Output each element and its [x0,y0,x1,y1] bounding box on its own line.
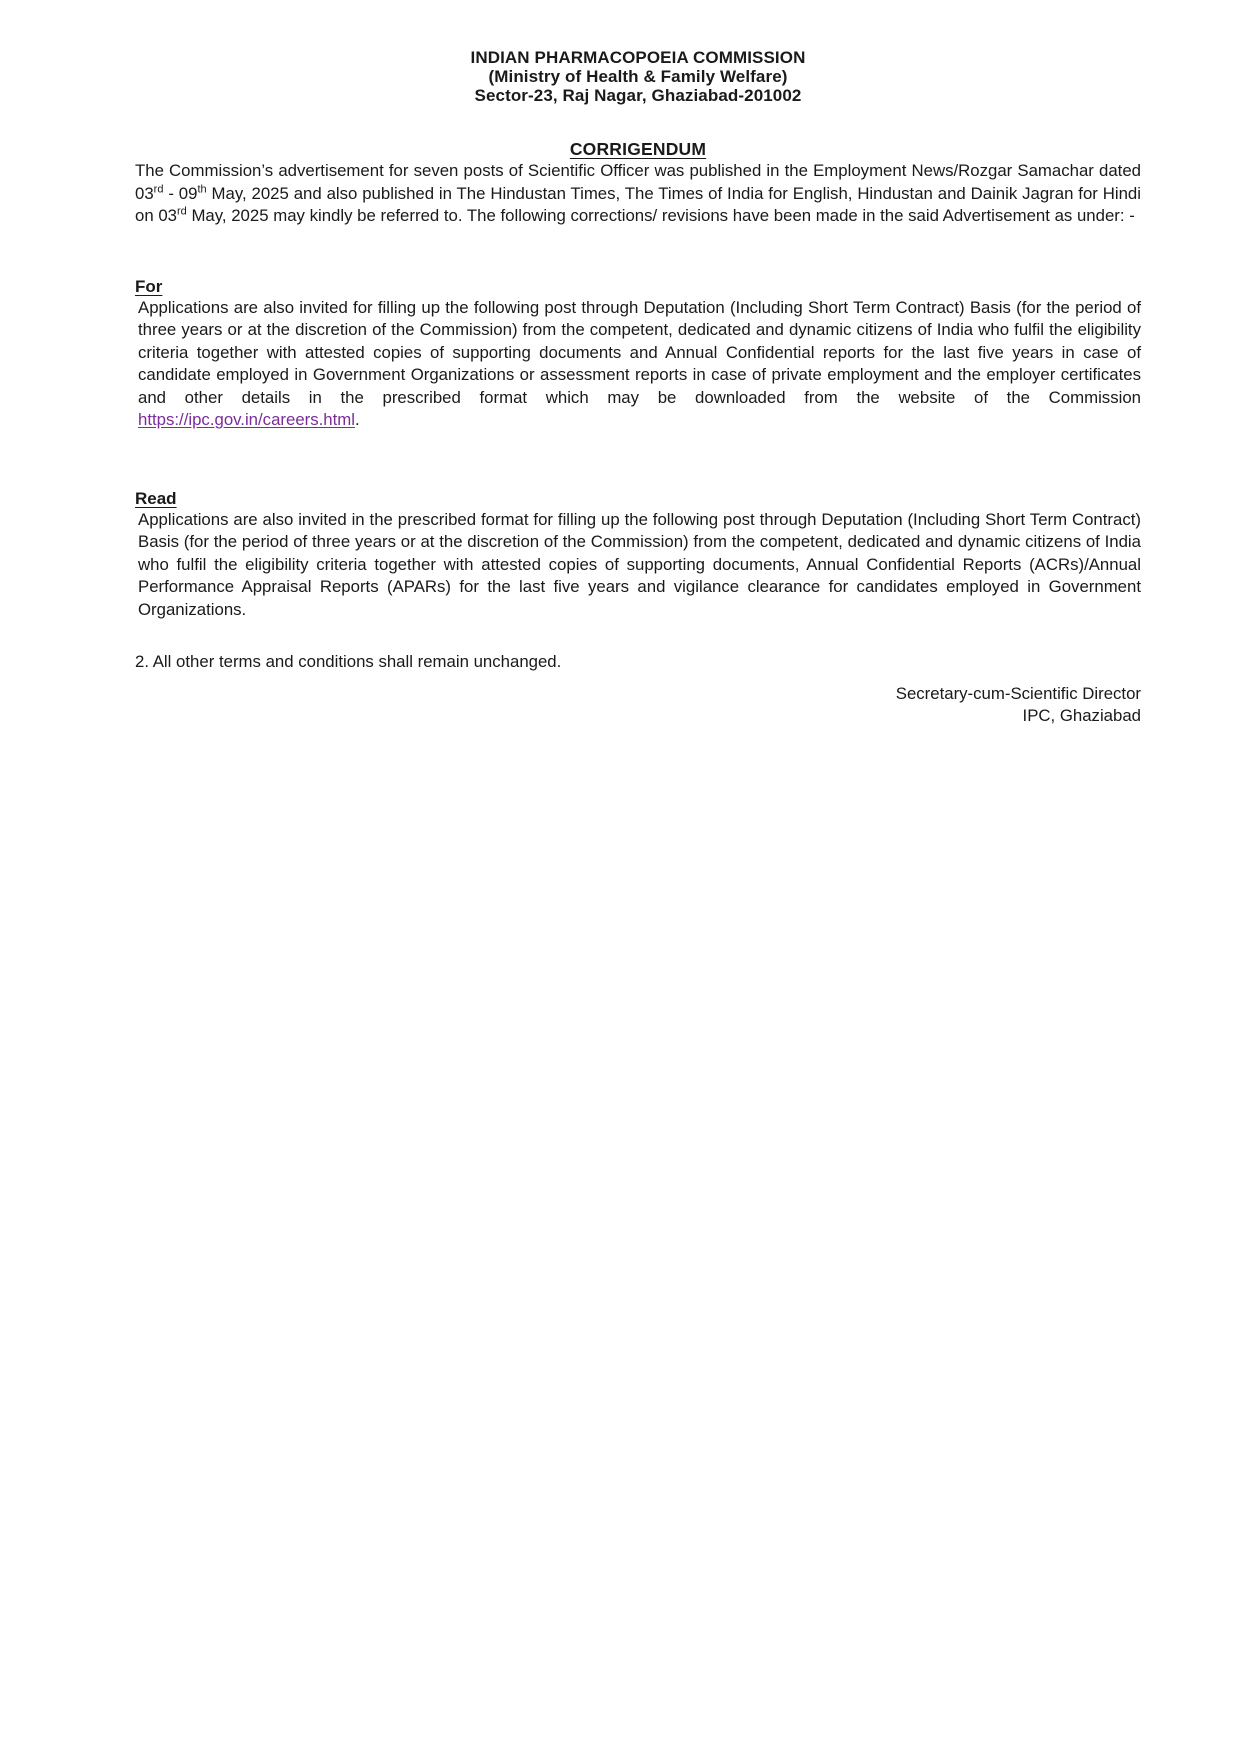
text-segment: May, 2025 may kindly be referred to. The following corrections/ revisions have been made in the said Advertisement as under: - [186,206,1135,225]
ordinal-superscript: rd [177,205,187,218]
document-header [135,48,1141,105]
for-heading-wrap [135,277,1141,297]
org-address: Sector-23, Raj Nagar, Ghaziabad-201002 [474,86,802,105]
read-heading-wrap [135,489,1141,509]
org-name: INDIAN PHARMACOPOEIA COMMISSION [470,48,806,67]
read-paragraph: Applications are also invited in the prescribed format for filling up the following post through Deputation (Including Short Term Contract) Basis (for the period of three years or at the discretion of the Commission) from the competent, dedicated and dynamic citizens of India who fulfil the eligibility criteria together with attested copies of supporting documents, Annual Confidential Reports (ACRs)/Annual Performance Appraisal Reports (APARs) for the last five years and vigilance clearance for candidates employed in Government Organizations. [138,509,1141,619]
signatory-org: IPC, Ghaziabad [1022,706,1141,725]
signature-block [135,683,1141,728]
for-paragraph [135,297,1141,432]
title-wrap [135,139,1141,160]
text-segment: Applications are also invited for filling up the following post through Deputation (Including Short Term Contract) Basis (for the period of three years or at the discretion of the Commission) from the competent, dedicated and dynamic citizens of India who fulfil the eligibility criteria together with attested copies of supporting documents and Annual Confidential reports for the last five years in case of candidate employed in Government Organizations or assessment reports in case of private employment and the employer certificates and other details in the prescribed format which may be downloaded from the website of the Commission [138,297,1141,407]
read-heading: Read [135,488,177,508]
text-segment: The Commission’s advertisement for seven posts of Scientific Officer was published in the Employment News/Rozgar Samachar dated 03 [135,161,1141,203]
text-segment: . [355,410,360,429]
for-heading: For [135,276,163,296]
page-title: CORRIGENDUM [569,139,707,159]
ordinal-superscript: th [197,182,207,195]
text-segment: May, 2025 and also published in The Hindustan Times, The Times of India for English, Hindustan and Dainik Jagran for Hindi on 03 [135,183,1141,225]
ordinal-superscript: rd [153,182,164,195]
intro-paragraph [135,160,1141,228]
text-segment: - 09 [163,183,198,203]
terms-unchanged-note: 2. All other terms and conditions shall remain unchanged. [135,652,562,671]
org-ministry: (Ministry of Health & Family Welfare) [488,67,788,86]
careers-link[interactable]: https://ipc.gov.in/careers.html [138,410,356,429]
signatory-designation: Secretary-cum-Scientific Director [895,683,1141,703]
